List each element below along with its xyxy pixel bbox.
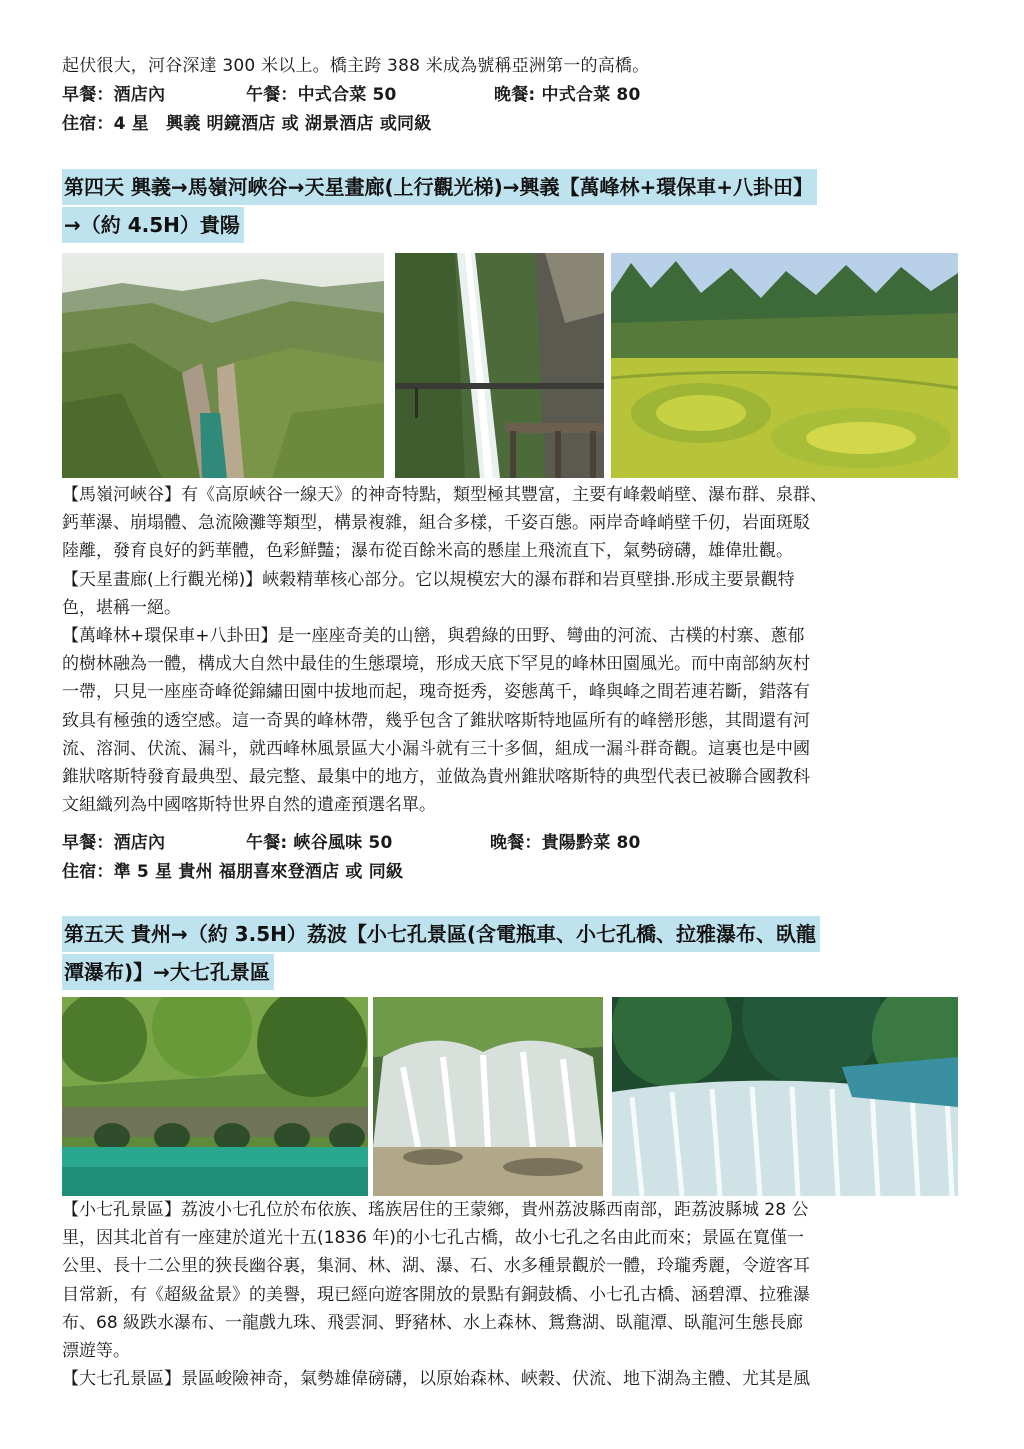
paragraph-line: 的樹林融為一體，構成大自然中最佳的生態環境，形成天底下罕見的峰林田園風光。而中南部納灰村	[62, 654, 810, 675]
breakfast-info: 早餐：酒店內	[62, 833, 166, 853]
day4-title-line1: 第四天 興義→馬嶺河峽谷→天星畫廊(上行觀光梯)→興義【萬峰林+環保車+八卦田】	[62, 169, 817, 205]
dinner-info: 晚餐: 中式合菜 80	[494, 85, 641, 105]
canyon-photo	[62, 253, 384, 478]
dinner-info: 晚餐：貴陽黔菜 80	[490, 833, 641, 853]
paragraph-line: 陸離，發育良好的鈣華體，色彩鮮豔；瀑布從百餘米高的懸崖上飛流直下，氣勢磅礴，雄偉壯觀。	[62, 541, 793, 562]
day5-title-line1: 第五天 貴州→（約 3.5H）荔波【小七孔景區(含電瓶車、小七孔橋、拉雅瀑布、臥龍	[62, 916, 820, 952]
cascade-waterfall-photo	[373, 997, 603, 1196]
paragraph-line: 錐狀喀斯特發育最典型、最完整、最集中的地方，並做為貴州錐狀喀斯特的典型代表已被聯合國教科	[62, 767, 810, 788]
paragraph-line: 布、68 級跌水瀑布、一龍戲九珠、飛雲洞、野豬林、水上森林、鴛鴦湖、臥龍潭、臥龍河生態長廊	[62, 1312, 804, 1333]
paragraph-line: 【萬峰林+環保車+八卦田】是一座座奇美的山巒，與碧綠的田野、彎曲的河流、古樸的村寨、蔥郁	[62, 626, 805, 647]
paragraph-line: 里，因其北首有一座建於道光十五(1836 年)的小七孔古橋，故小七孔之名由此而來；景區在寬僅一	[62, 1228, 804, 1249]
day4-title-line2: →（約 4.5H）貴陽	[62, 207, 244, 243]
paragraph-line: 公里、長十二公里的狹長幽谷裏，集洞、林、湖、瀑、石、水多種景觀於一體，玲瓏秀麗，令遊客耳	[62, 1256, 810, 1277]
intro-hotel: 住宿：4 星 興義 明鏡酒店 或 湖景酒店 或同級	[62, 114, 432, 134]
day4-meals	[62, 832, 762, 854]
day5-title-line2: 潭瀑布)】→大七孔景區	[62, 954, 274, 990]
lunch-info: 午餐: 峽谷風味 50	[246, 833, 393, 853]
paragraph-line: 色，堪稱一絕。	[62, 597, 181, 618]
waterfall-walkway-photo	[395, 253, 604, 478]
day4-description	[62, 481, 962, 819]
breakfast-info: 早餐：酒店內	[62, 85, 166, 105]
day5-description	[62, 1196, 962, 1393]
paragraph-line: 【馬嶺河峽谷】有《高原峽谷一線天》的神奇特點，類型極其豐富，主要有峰穀峭壁、瀑布群、泉群、	[62, 485, 827, 505]
paragraph-line: 【小七孔景區】荔波小七孔位於布依族、瑤族居住的王蒙鄉，貴州荔波縣西南部，距荔波縣城 28 公	[62, 1200, 809, 1220]
paragraph-line: 鈣華瀑、崩塌體、急流險灘等類型，構景複雜，組合多樣，千姿百態。兩岸奇峰峭壁千仞，岩面斑駁	[62, 513, 810, 534]
paragraph-line: 致具有極強的透空感。這一奇異的峰林帶，幾乎包含了錐狀喀斯特地區所有的峰巒形態，其間還有河	[62, 710, 810, 731]
paragraph-line: 【大七孔景區】景區峻險神奇，氣勢雄偉磅礴，以原始森林、峽穀、伏流、地下湖為主體、尤其是風	[62, 1369, 810, 1390]
paragraph-line: 文組織列為中國喀斯特世界自然的遺產預選名單。	[62, 795, 436, 816]
intro-text: 起伏很大，河谷深達 300 米以上。橋主跨 388 米成為號稱亞洲第一的高橋。	[62, 56, 650, 76]
stone-bridge-photo	[62, 997, 368, 1196]
day4-hotel: 住宿：準 5 星 貴州 福朋喜來登酒店 或 同級	[62, 862, 404, 882]
paragraph-line: 漂遊等。	[62, 1341, 130, 1362]
paragraph-line: 流、溶洞、伏流、漏斗，就西峰林風景區大小漏斗就有三十多個，組成一漏斗群奇觀。這裏也是中國	[62, 738, 810, 759]
paragraph-line: 【天星畫廊(上行觀光梯)】峽穀精華核心部分。它以規模宏大的瀑布群和岩頁壁掛.形成主要景觀特	[62, 569, 795, 590]
lunch-info: 午餐：中式合菜 50	[246, 85, 397, 105]
intro-meals	[62, 84, 762, 106]
paragraph-line: 一帶，只見一座座奇峰從錦繡田園中拔地而起，瑰奇挺秀，姿態萬千，峰與峰之間若連若斷，錯落有	[62, 682, 810, 703]
curtain-waterfall-photo	[612, 997, 958, 1196]
paragraph-line: 目常新，有《超級盆景》的美譽，現已經向遊客開放的景點有銅鼓橋、小七孔古橋、涵碧潭、拉雅瀑	[62, 1284, 810, 1305]
karst-fields-photo	[611, 253, 958, 478]
